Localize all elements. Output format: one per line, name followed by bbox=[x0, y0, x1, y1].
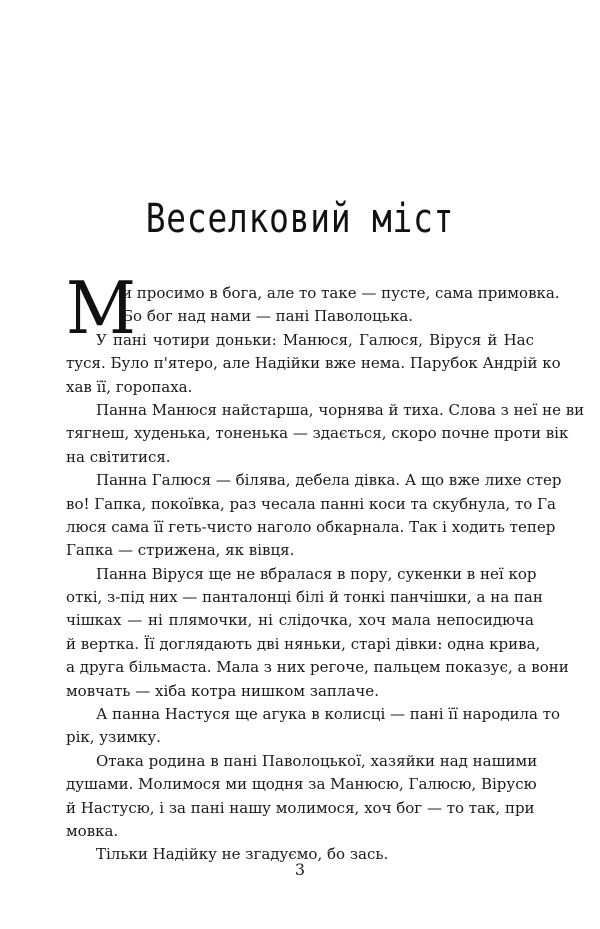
text-line: У пані чотири доньки: Манюся, Галюся, Віруся й Нас bbox=[96, 330, 534, 349]
text-line: мовчать — хіба котра нишком заплаче. bbox=[66, 681, 379, 700]
text-line: тягнеш, худенька, тоненька — здається, скоро почне проти вік bbox=[66, 424, 569, 443]
text-line: й вертка. Її доглядають дві няньки, старі дівки: одна крива, bbox=[66, 634, 541, 653]
text-line: Гапка — стрижена, як вівця. bbox=[66, 541, 295, 560]
text-line: Панна Манюся найстарша, чорнява й тиха. Слова з неї не ви bbox=[96, 400, 585, 419]
text-line: и просимо в бога, але то таке — пусте, сама примовка. bbox=[122, 284, 560, 302]
text-line: рік, узимку. bbox=[66, 728, 161, 747]
drop-cap: М bbox=[65, 266, 136, 350]
text-line: туся. Було п'ятеро, але Надійки вже нема. Парубок Андрій ко bbox=[66, 354, 561, 373]
chapter-title: Веселковий міст bbox=[145, 196, 455, 242]
text-lines bbox=[66, 282, 585, 867]
text-line: душами. Молимося ми щодня за Манюсю, Галюсю, Вірусю bbox=[66, 775, 537, 794]
page-number: 3 bbox=[294, 860, 306, 879]
text-line: Бо бог над нами — пані Паволоцька. bbox=[122, 307, 414, 326]
text-line: й Настусю, і за пані нашу молимося, хоч бог — то так, при bbox=[66, 798, 535, 817]
text-line: Отака родина в пані Паволоцької, хазяйки над нашими bbox=[96, 751, 538, 770]
text-line: люся сама її геть-чисто наголо обкарнала. Так і ходить тепер bbox=[66, 517, 556, 536]
text-line: чішках — ні плямочки, ні слідочка, хоч мала непосидюча bbox=[66, 611, 534, 630]
text-line: мовка. bbox=[66, 821, 119, 840]
text-line: Панна Галюся — білява, дебела дівка. А що вже лихе стер bbox=[96, 471, 562, 490]
text-line: Тільки Надійку не згадуємо, бо зась. bbox=[96, 845, 389, 864]
body-text bbox=[65, 266, 585, 867]
text-line: Панна Віруся ще не вбралася в пору, сукенки в неї кор bbox=[96, 564, 537, 583]
text-line: во! Гапка, покоївка, раз чесала панні коси та скубнула, то Га bbox=[66, 494, 556, 513]
text-line: на світитися. bbox=[66, 447, 171, 466]
text-line: откі, з-під них — панталонці білі й тонкі панчішки, а на пан bbox=[66, 588, 543, 607]
text-line: А панна Настуся ще агука в колисці — пані її народила то bbox=[96, 705, 561, 724]
text-line: хав її, горопаха. bbox=[66, 377, 193, 396]
text-line: а друга більмаста. Мала з них регоче, пальцем показує, а вони bbox=[66, 658, 569, 677]
